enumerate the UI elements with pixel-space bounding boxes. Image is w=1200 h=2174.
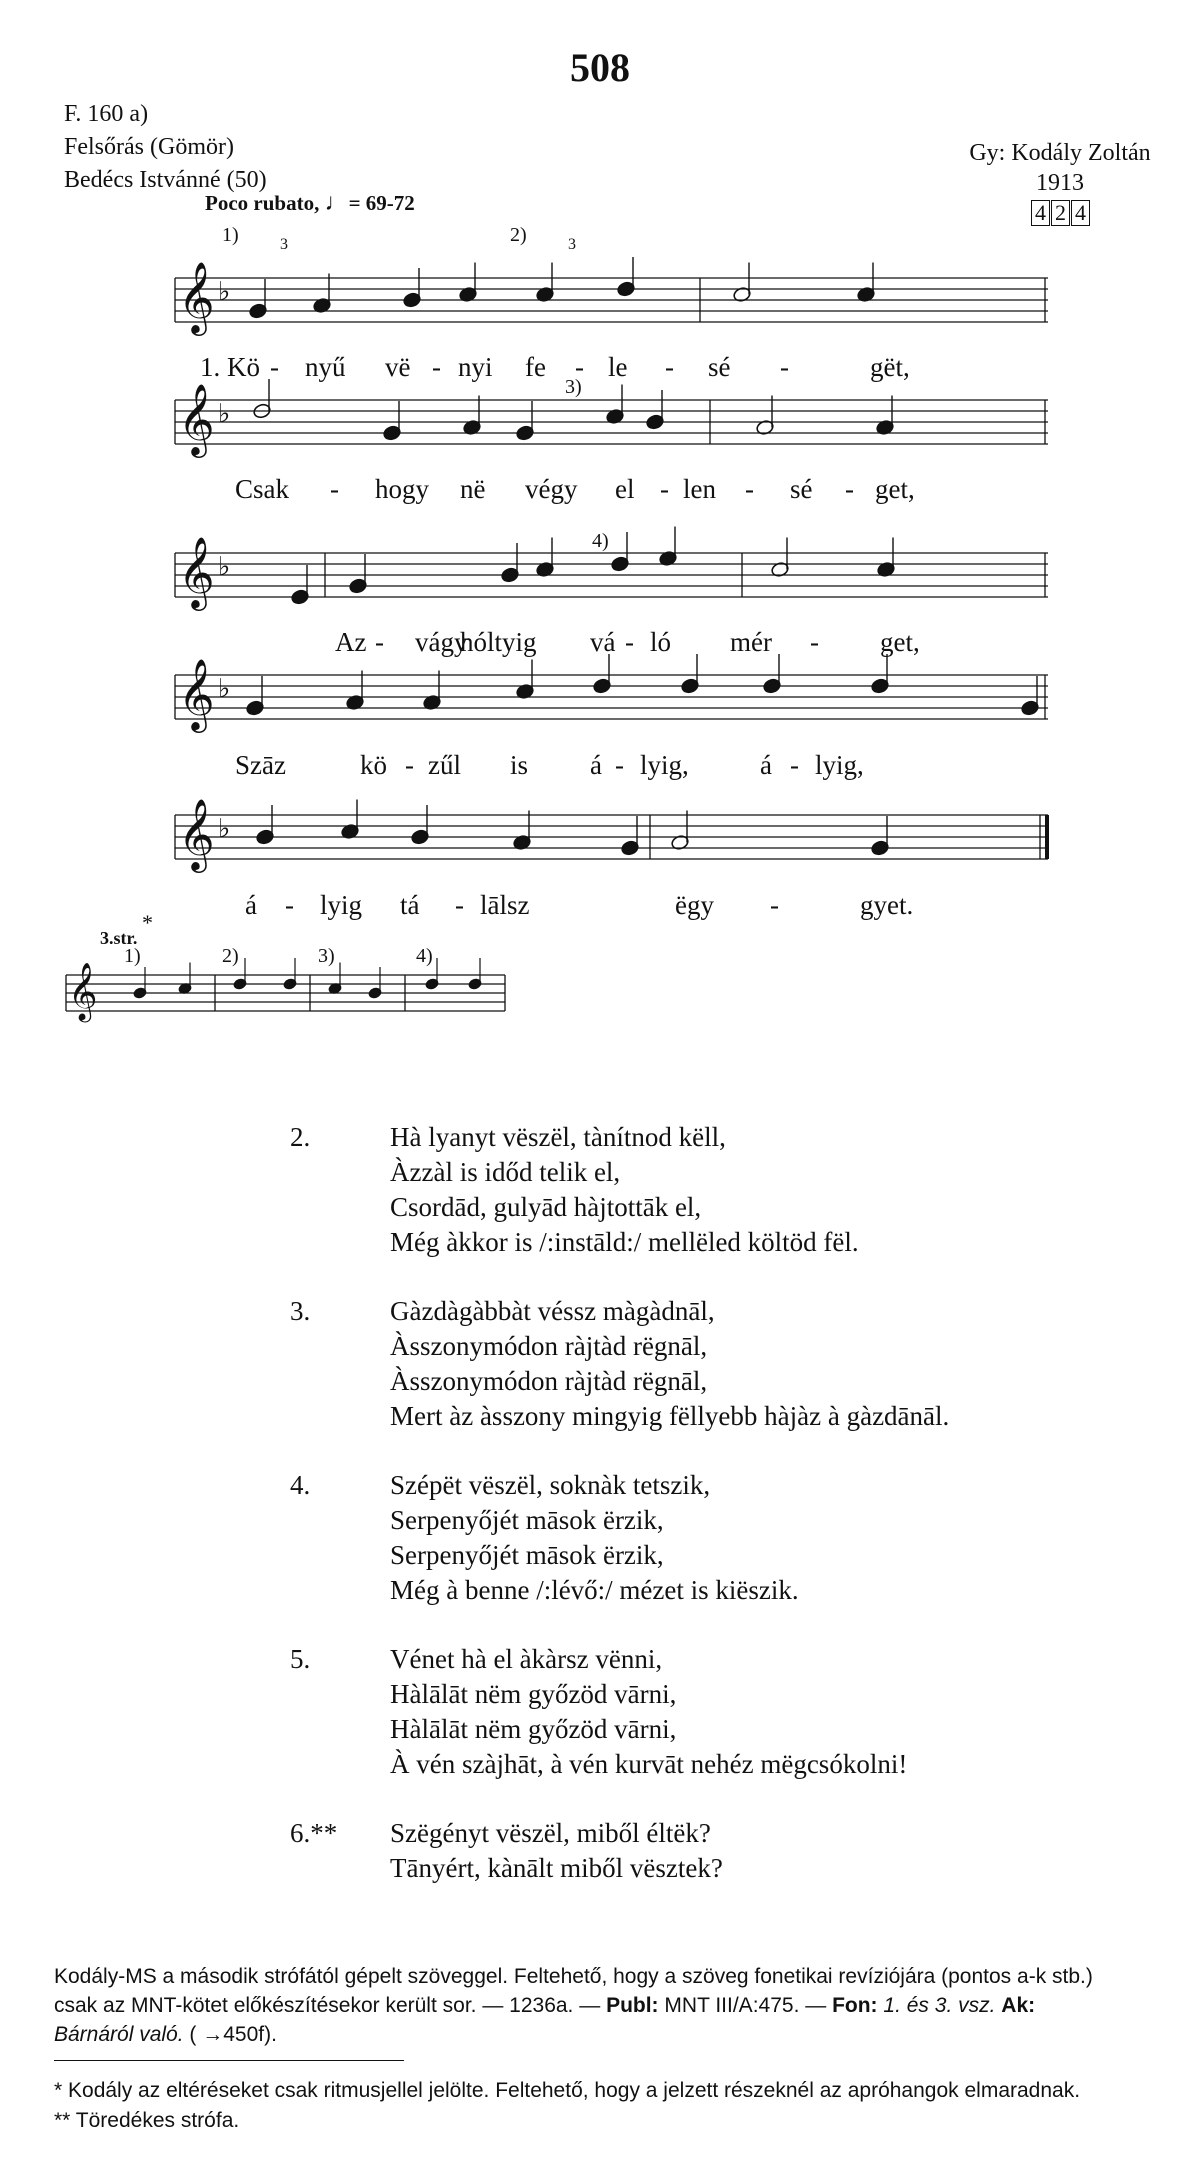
strophe-line: Vénet hà el àkàrsz vënni, bbox=[390, 1644, 663, 1674]
lyric-syllable: lyig, bbox=[815, 750, 864, 780]
page-number: 508 bbox=[570, 45, 630, 90]
lyric-syllable: - bbox=[770, 890, 779, 920]
lyric-syllable: get, bbox=[880, 627, 920, 657]
lyric-syllable: - bbox=[780, 352, 789, 382]
note-line bbox=[54, 2020, 1174, 2049]
strophe-number: 2. bbox=[290, 1122, 311, 1152]
lyric-syllable: - bbox=[810, 627, 819, 657]
strophe bbox=[290, 1468, 949, 1608]
flat-icon: ♭ bbox=[218, 552, 231, 582]
strophe-line: Àsszonymódon ràjtàd rëgnāl, bbox=[390, 1366, 708, 1396]
lyric-syllable: - bbox=[665, 352, 674, 382]
variant-number: 1) bbox=[124, 945, 141, 967]
lyric-syllable: - bbox=[575, 352, 584, 382]
lyric-syllable: á bbox=[590, 750, 602, 780]
footnote: * Kodály az eltéréseket csak ritmusjellel jelölte. Feltehető, hogy a jelzett részeknél az apróhangok elmaradnak. bbox=[54, 2079, 1081, 2102]
place-name: Felsőrás (Gömör) bbox=[64, 134, 234, 160]
lyric-syllable: 1. Kö bbox=[200, 352, 260, 382]
lyric-syllable: lyig, bbox=[640, 750, 689, 780]
lyric-syllable: - bbox=[615, 750, 624, 780]
strophe-line: Serpenyőjét māsok ërzik, bbox=[390, 1540, 664, 1570]
lyric-syllable: - bbox=[660, 474, 669, 504]
strophe-line: Àzzàl is időd telik el, bbox=[390, 1157, 621, 1187]
lyric-syllable: á bbox=[245, 890, 257, 920]
footnotes bbox=[54, 2076, 1080, 2136]
lyric-syllable: - bbox=[790, 750, 799, 780]
lyric-syllable: - bbox=[432, 352, 441, 382]
lyric-syllable: - bbox=[455, 890, 464, 920]
lyric-syllable: el bbox=[615, 474, 635, 504]
strophe-line: Hà lyanyt vëszël, tànítnod këll, bbox=[390, 1122, 726, 1152]
note-text: csak az MNT-kötet előkészítésekor került sor. — 1236a. — bbox=[54, 1994, 601, 2017]
variant-mark-4: 4) bbox=[592, 530, 609, 552]
strophe-line: Szëgényt vëszël, miből éltëk? bbox=[390, 1818, 711, 1848]
treble-clef-icon: 𝄞 bbox=[178, 382, 215, 455]
fon-value: 1. és 3. vsz. bbox=[883, 1994, 996, 2017]
strophe-line: Serpenyőjét māsok ërzik, bbox=[390, 1505, 664, 1535]
variant-mark-2: 2) bbox=[510, 224, 527, 246]
lyric-syllable: në bbox=[460, 474, 486, 504]
triplet-mark: 3 bbox=[280, 236, 288, 253]
lyric-syllable: - bbox=[270, 352, 279, 382]
treble-clef-icon: 𝄞 bbox=[178, 797, 215, 870]
lyric-syllable: gyet. bbox=[860, 890, 914, 920]
tempo-label: Poco rubato, bbox=[205, 191, 320, 215]
note-line: Kodály-MS a második strófától gépelt szöveggel. Feltehető, hogy a szöveg fonetikai revíziójára (pontos a-k stb.) bbox=[54, 1965, 1093, 1988]
lyric-syllable: gët, bbox=[870, 352, 910, 382]
note-line bbox=[54, 1991, 1174, 2020]
lyric-syllable: le bbox=[608, 352, 628, 382]
publ-value: MNT III/A:475. — bbox=[664, 1994, 827, 2017]
strophes bbox=[290, 1120, 949, 1920]
lyric-syllable: Csak bbox=[235, 474, 289, 504]
variant-number: 3) bbox=[318, 945, 335, 967]
lyric-syllable: - bbox=[405, 750, 414, 780]
flat-icon: ♭ bbox=[218, 399, 231, 429]
treble-clef-icon: 𝄞 bbox=[68, 962, 98, 1020]
lyric-syllable: len bbox=[683, 474, 716, 504]
strophe-line: Mert àz àsszony mingyig fëllyebb hàjàz à gàzdānāl. bbox=[390, 1401, 950, 1431]
lyric-syllable: hóltyig bbox=[460, 627, 537, 657]
lyric-syllable: sé bbox=[708, 352, 731, 382]
lyric-syllable: tá bbox=[400, 890, 420, 920]
lyric-syllable: Az bbox=[335, 627, 367, 657]
lyric-syllable: - bbox=[375, 627, 384, 657]
strophe-number: 4. bbox=[290, 1470, 311, 1500]
lyric-syllable: vá bbox=[590, 627, 616, 657]
form-box: 4 bbox=[1071, 200, 1090, 226]
note-origin: Bárnáról való. bbox=[54, 2023, 184, 2046]
variant-mark-1: 1) bbox=[222, 224, 239, 246]
variant-mark-3: 3) bbox=[565, 376, 582, 398]
strophe-line: Szépët vëszël, soknàk tetszik, bbox=[390, 1470, 711, 1500]
collection-year: 1913 bbox=[1036, 170, 1084, 196]
variant-number: 4) bbox=[416, 945, 433, 967]
flat-icon: ♭ bbox=[218, 277, 231, 307]
lyric-syllable: - bbox=[845, 474, 854, 504]
lyric-syllable: végy bbox=[525, 474, 578, 504]
strophe-line: À vén szàjhāt, à vén kurvāt nehéz mëgcsókolni! bbox=[390, 1749, 908, 1779]
variant-number: 2) bbox=[222, 945, 239, 967]
lyric-syllable: ló bbox=[650, 627, 672, 657]
lyric-syllable: á bbox=[760, 750, 772, 780]
treble-clef-icon: 𝄞 bbox=[178, 535, 215, 608]
lyric-syllable: get, bbox=[875, 474, 915, 504]
lyric-syllable: is bbox=[510, 750, 529, 780]
singer-name: Bedécs Istvánné (50) bbox=[64, 167, 267, 193]
strophe-line: Àsszonymódon ràjtàd rëgnāl, bbox=[390, 1331, 708, 1361]
strophe bbox=[290, 1294, 949, 1434]
strophe-line: Hàlālāt nëm győzöd vārni, bbox=[390, 1679, 677, 1709]
ak-label: Ak: bbox=[1001, 1994, 1036, 2017]
lyric-syllable: zűl bbox=[428, 750, 461, 780]
lyric-syllable: nyi bbox=[458, 352, 493, 382]
flat-icon: ♭ bbox=[218, 814, 231, 844]
lyric-syllable: nyű bbox=[305, 352, 346, 382]
lyric-syllable: vë bbox=[385, 352, 411, 382]
strophe-line: Gàzdàgàbbàt véssz màgàdnāl, bbox=[390, 1296, 715, 1326]
strophe-line: Csordād, gulyād hàjtottāk el, bbox=[390, 1192, 702, 1222]
catalog-number: F. 160 a) bbox=[64, 101, 149, 127]
strophe-number: 5. bbox=[290, 1644, 311, 1674]
source-notes bbox=[54, 1962, 1174, 2049]
tempo-value: = 69-72 bbox=[348, 191, 415, 215]
form-box: 4 bbox=[1031, 200, 1050, 226]
quarter-note-icon: ♩ bbox=[324, 190, 349, 216]
lyric-syllable: Szāz bbox=[235, 750, 286, 780]
note-ref: ( →450f). bbox=[189, 2023, 277, 2046]
lyric-syllable: - bbox=[330, 474, 339, 504]
lyric-syllable: - bbox=[285, 890, 294, 920]
strophe bbox=[290, 1120, 949, 1260]
variants-label: 3.str. bbox=[100, 928, 138, 948]
lyric-syllable: lyig bbox=[320, 890, 363, 920]
footnote: ** Töredékes strófa. bbox=[54, 2109, 240, 2132]
strophe-line: Még à benne /:lévő:/ mézet is kiëszik. bbox=[390, 1575, 799, 1605]
strophe-number: 6.** bbox=[290, 1818, 338, 1848]
lyric-syllable: mér bbox=[730, 627, 772, 657]
lyric-syllable: - bbox=[625, 627, 634, 657]
strophe bbox=[290, 1816, 949, 1886]
fon-label: Fon: bbox=[832, 1994, 878, 2017]
variants-star: * bbox=[142, 910, 153, 935]
strophe-line: Még àkkor is /:instāld:/ mellëled költöd fël. bbox=[390, 1227, 859, 1257]
lyric-syllable: fe bbox=[525, 352, 546, 382]
lyric-syllable: hogy bbox=[375, 474, 429, 504]
lyric-syllable: kö bbox=[360, 750, 387, 780]
form-box: 2 bbox=[1051, 200, 1070, 226]
triplet-mark: 3 bbox=[568, 236, 576, 253]
strophe-number: 3. bbox=[290, 1296, 311, 1326]
collector-name: Gy: Kodály Zoltán bbox=[969, 140, 1151, 166]
lyric-syllable: lālsz bbox=[480, 890, 530, 920]
lyric-syllable: ëgy bbox=[675, 890, 714, 920]
flat-icon: ♭ bbox=[218, 674, 231, 704]
treble-clef-icon: 𝄞 bbox=[178, 657, 215, 730]
lyric-syllable: sé bbox=[790, 474, 813, 504]
lyric-syllable: - bbox=[745, 474, 754, 504]
strophe bbox=[290, 1642, 949, 1782]
lyric-syllable: vágy bbox=[415, 627, 468, 657]
publ-label: Publ: bbox=[606, 1994, 659, 2017]
strophe-line: Hàlālāt nëm győzöd vārni, bbox=[390, 1714, 677, 1744]
footnote-divider bbox=[54, 2060, 404, 2061]
strophe-line: Tānyért, kànālt miből vësztek? bbox=[390, 1853, 723, 1883]
treble-clef-icon: 𝄞 bbox=[178, 260, 215, 333]
